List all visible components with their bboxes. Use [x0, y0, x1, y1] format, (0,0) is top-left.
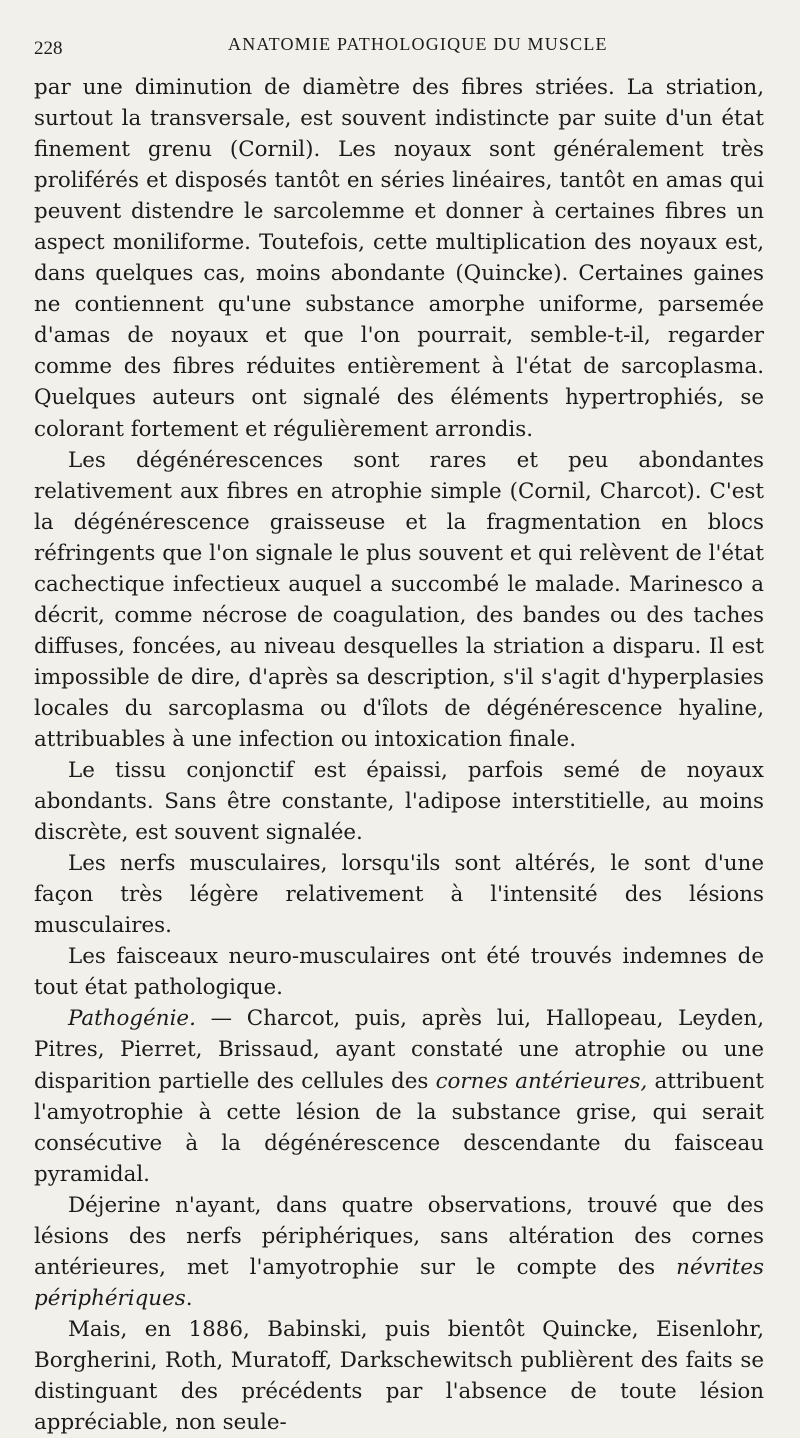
paper-smudge	[560, 1326, 590, 1338]
body-text	[34, 72, 764, 1438]
paragraph-tissu-conjonctif: Le tissu conjonctif est épaissi, parfois semé de noyaux abondants. Sans être constante, l'adipose interstitielle, au moins discrète, est souvent signalée.	[34, 758, 764, 846]
dejerine-italic: névrites périphériques	[34, 1254, 764, 1311]
pathogenie-heading: Pathogénie.	[68, 1006, 196, 1032]
pathogenie-text-1: — Charcot, puis, après lui, Hallopeau, Leyden, Pitres, Pierret, Brissaud, ayant constaté une atrophie ou une disparition partielle des cellules des	[34, 1006, 764, 1094]
pathogenie-text-2: attribuent l'amyotrophie à cette lésion de la substance grise, qui serait consécutive à la dégénérescence descendante du faisceau pyramidal.	[34, 1068, 764, 1187]
dejerine-text-1: Déjerine n'ayant, dans quatre observations, trouvé que des lésions des nerfs périphériques, sans altération des cornes antérieures, met l'amyotrophie sur le compte des	[34, 1192, 764, 1280]
dejerine-text-2: .	[185, 1285, 193, 1311]
page-number: 228	[34, 38, 63, 59]
running-title: ANATOMIE PATHOLOGIQUE DU MUSCLE	[228, 34, 608, 54]
paragraph-faisceaux: Les faisceaux neuro-musculaires ont été trouvés indemnes de tout état pathologique.	[34, 944, 764, 1001]
paragraph-babinski: Mais, en 1886, Babinski, puis bientôt Quincke, Eisenlohr, Borgherini, Roth, Muratoff, Darkschewitsch publièrent des faits se distinguant des précédents par l'absence de toute lésion appréciable, non seule-	[34, 1316, 764, 1436]
running-head	[34, 30, 764, 72]
paragraph-pathogenie	[34, 1003, 764, 1189]
paragraph-continuation: par une diminution de diamètre des fibres striées. La striation, surtout la transversale, est souvent indistincte par suite d'un état finement grenu (Cornil). Les noyaux sont généralement très proliférés et disposés tantôt en séries linéaires, tantôt en amas qui peuvent distendre le sarcolemme et donner à certaines fibres un aspect moniliforme. Toutefois, cette multiplication des noyaux est, dans quelques cas, moins abondante (Quincke). Certaines gaines ne contiennent qu'une substance amorphe uniforme, parsemée d'amas de noyaux et que l'on pourrait, semble-t-il, regarder comme des fibres réduites entièrement à l'état de sarcoplasma. Quelques auteurs ont signalé des éléments hypertrophiés, se colorant fortement et régulièrement arrondis.	[34, 75, 764, 442]
paragraph-nerfs-musculaires: Les nerfs musculaires, lorsqu'ils sont altérés, le sont d'une façon très légère relativement à l'intensité des lésions musculaires.	[34, 851, 764, 939]
pathogenie-italic: cornes antérieures,	[435, 1068, 648, 1094]
paragraph-dejerine	[34, 1190, 764, 1314]
paragraph-degenerescences: Les dégénérescences sont rares et peu abondantes relativement aux fibres en atrophie simple (Cornil, Charcot). C'est la dégénérescence graisseuse et la fragmentation en blocs réfringents que l'on signale le plus souvent et qui relèvent de l'état cachectique infectieux auquel a succombé le malade. Marinesco a décrit, comme nécrose de coagulation, des bandes ou des taches diffuses, foncées, au niveau desquelles la striation a disparu. Il est impossible de dire, d'après sa description, s'il s'agit d'hyperplasies locales du sarcoplasma ou d'îlots de dégénérescence hyaline, attribuables à une infection ou intoxication finale.	[34, 447, 764, 752]
